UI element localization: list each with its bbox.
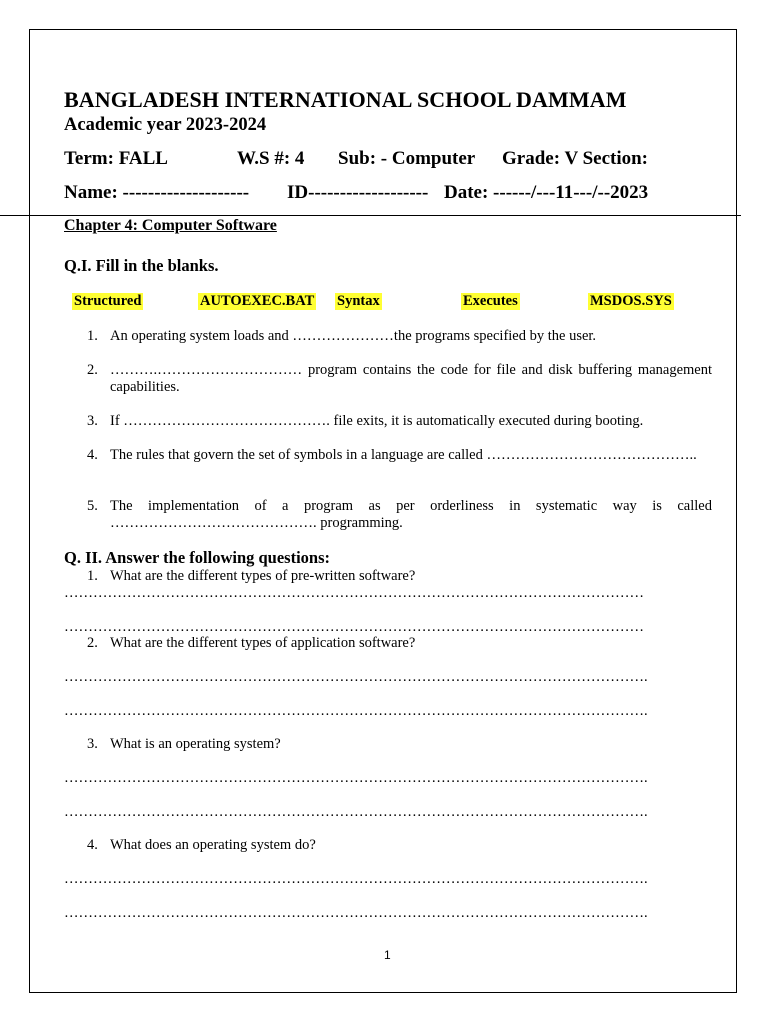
fill-item-number: 4. <box>87 447 98 463</box>
subject-label: Sub: - Computer <box>338 148 476 169</box>
word-bank-item: Executes <box>463 293 518 309</box>
term-label: Term: FALL <box>64 148 168 169</box>
fill-item-number: 2. <box>87 362 98 378</box>
page-number: 1 <box>384 948 391 962</box>
question-number: 2. <box>87 635 98 651</box>
header-divider <box>0 215 741 216</box>
name-field: Name: -------------------- <box>64 182 250 203</box>
word-bank-item: MSDOS.SYS <box>590 293 672 309</box>
answer-line: ………………………………………………………………………………………………………… <box>64 619 644 635</box>
fill-item-number: 5. <box>87 498 98 514</box>
section-1-title: Q.I. Fill in the blanks. <box>64 256 219 275</box>
answer-line: ………………………………………………………………………………………………………… <box>64 585 644 601</box>
fill-item-text: An operating system loads and …………………the programs specified by the user. <box>110 328 597 344</box>
question-text: What are the different types of pre-written software? <box>110 568 416 584</box>
question-text: What does an operating system do? <box>110 837 316 853</box>
question-text: What is an operating system? <box>110 736 281 752</box>
worksheet-number: W.S #: 4 <box>237 148 305 169</box>
fill-item-text: If ……………………………………. file exits, it is automatically executed during booting. <box>110 413 644 429</box>
question-number: 3. <box>87 736 98 752</box>
question-number: 1. <box>87 568 98 584</box>
answer-line: …………………………………………………………………………………………………………. <box>64 804 648 820</box>
fill-item-number: 1. <box>87 328 98 344</box>
section-2-title: Q. II. Answer the following questions: <box>64 548 331 567</box>
answer-line: …………………………………………………………………………………………………………. <box>64 871 648 887</box>
answer-line: …………………………………………………………………………………………………………. <box>64 703 648 719</box>
chapter-title: Chapter 4: Computer Software <box>64 217 277 234</box>
fill-item-number: 3. <box>87 413 98 429</box>
fill-item-text: The rules that govern the set of symbols in a language are called …………………………………….. <box>110 447 697 463</box>
fill-item-text: ……….………………………… program contains the code for file and disk buffering management capabilities. <box>110 362 712 395</box>
question-text: What are the different types of application software? <box>110 635 416 651</box>
answer-line: …………………………………………………………………………………………………………. <box>64 905 648 921</box>
grade-section-label: Grade: V Section: <box>502 148 649 169</box>
academic-year: Academic year 2023-2024 <box>64 115 267 135</box>
date-field: Date: ------/---11---/--2023 <box>444 182 649 203</box>
word-bank-item: AUTOEXEC.BAT <box>200 293 315 309</box>
id-field: ID------------------- <box>287 182 429 203</box>
school-name: BANGLADESH INTERNATIONAL SCHOOL DAMMAM <box>64 87 627 112</box>
answer-line: …………………………………………………………………………………………………………. <box>64 770 648 786</box>
question-number: 4. <box>87 837 98 853</box>
word-bank-item: Structured <box>74 293 142 309</box>
fill-item-text: The implementation of a program as per orderliness in systematic way is called ……………………………………. programming. <box>110 498 712 531</box>
answer-line: …………………………………………………………………………………………………………. <box>64 669 648 685</box>
word-bank-item: Syntax <box>337 293 380 309</box>
